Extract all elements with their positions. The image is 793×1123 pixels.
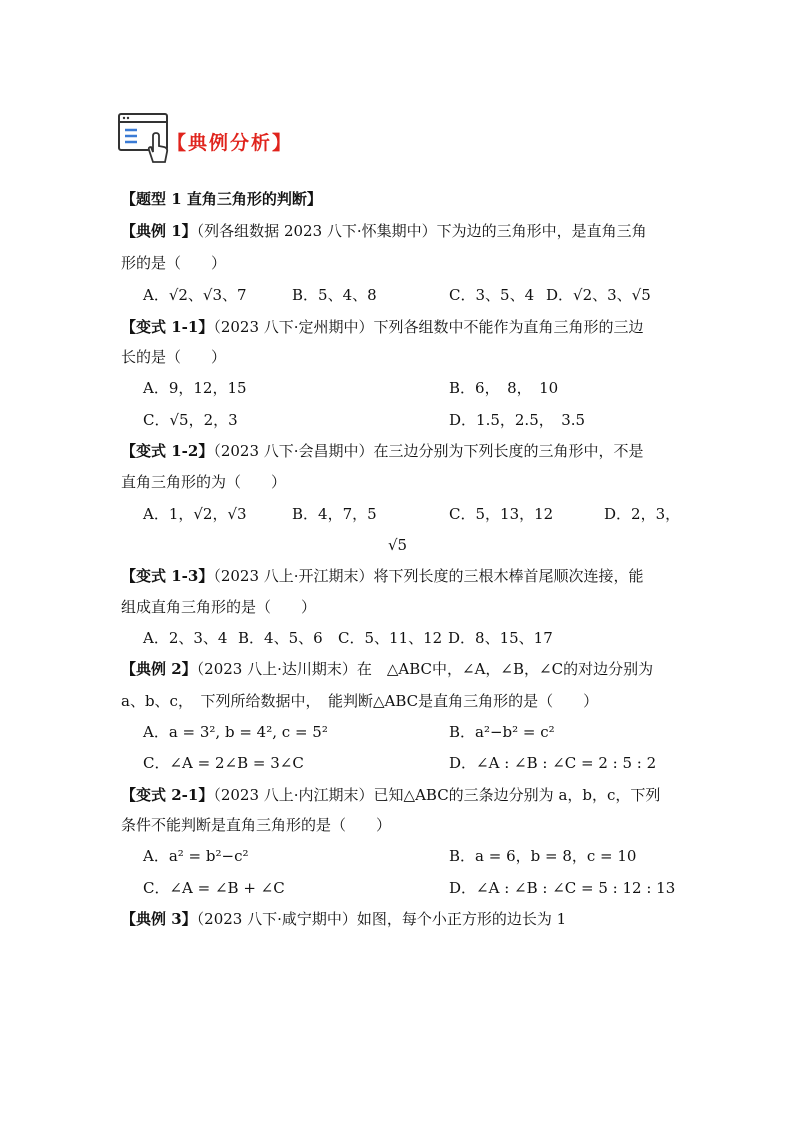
question-line (121, 565, 644, 587)
question-text: （2023 八上·内江期末）已知△ABC的三条边分别为 a，b，c，下列 (213, 786, 661, 804)
question-text: （列各组数据 2023 八下·怀集期中）下为边的三角形中，是直角三角 (196, 222, 647, 240)
question-tag: 【变式 2-1】 (121, 786, 214, 804)
question-line (121, 220, 647, 242)
question-line (121, 908, 566, 930)
option-a: A．a = 3², b = 4², c = 5² (143, 723, 328, 741)
option-c: C．3、5、4 (449, 286, 535, 304)
question-tag: 【变式 1-3】 (121, 567, 214, 585)
question-tag: 【变式 1-2】 (121, 442, 214, 460)
option-a: A．a² = b²−c² (143, 847, 249, 865)
option-d: D．1.5，2.5， 3.5 (449, 411, 586, 429)
question-line (121, 658, 653, 680)
option-b: B．4、5、6 (238, 629, 323, 647)
option-a: A．2、3、4 (143, 629, 228, 647)
option-b: B．a = 6，b = 8，c = 10 (449, 847, 637, 865)
question-text: （2023 八下·定州期中）下列各组数中不能作为直角三角形的三边 (213, 318, 644, 336)
option-b: B．5、4、8 (292, 286, 377, 304)
option-c: C．√5，2，3 (143, 411, 238, 429)
topic-title: 【题型 1 直角三角形的判断】 (121, 190, 322, 208)
option-c: C．5，13，12 (449, 505, 554, 523)
section-header-title: 【典例分析】 (167, 131, 294, 154)
question-tag: 【典例 1】 (121, 222, 197, 240)
option-a: A．√2、√3、7 (143, 286, 247, 304)
question-tag: 【典例 2】 (121, 660, 197, 678)
option-a: A．1，√2，√3 (143, 505, 247, 523)
section-header (117, 108, 293, 166)
option-c: C．∠A = ∠B + ∠C (143, 879, 285, 897)
pointer-screen-icon (117, 110, 171, 164)
option-c: C．∠A = 2∠B = 3∠C (143, 754, 304, 772)
option-d: D．∠A : ∠B : ∠C = 2 : 5 : 2 (449, 754, 657, 772)
question-line: a、b、c， 下列所给数据中， 能判断△ABC是直角三角形的是（ ） (121, 692, 599, 710)
option-b: B．4，7，5 (292, 505, 377, 523)
question-line (121, 784, 660, 806)
option-a: A．9，12，15 (143, 379, 247, 397)
question-line (121, 316, 644, 338)
question-line: 直角三角形的为（ ） (121, 473, 287, 491)
question-line (121, 440, 644, 462)
question-tag: 【典例 3】 (121, 910, 197, 928)
question-line: 条件不能判断是直角三角形的是（ ） (121, 816, 392, 834)
option-b: B．6， 8， 10 (449, 379, 559, 397)
question-text: （2023 八下·会昌期中）在三边分别为下列长度的三角形中，不是 (213, 442, 644, 460)
option-d: D．8、15、17 (448, 629, 553, 647)
option-d: D．∠A : ∠B : ∠C = 5 : 12 : 13 (449, 879, 676, 897)
question-text: （2023 八上·达川期末）在 △ABC中，∠A，∠B，∠C的对边分别为 (196, 660, 654, 678)
question-tag: 【变式 1-1】 (121, 318, 214, 336)
option-c: C．5、11、12 (338, 629, 443, 647)
question-line: 形的是（ ） (121, 254, 227, 272)
option-d: D．2，3， (604, 505, 681, 523)
option-d-continued: √5 (388, 536, 408, 554)
question-text: （2023 八上·开江期末）将下列长度的三根木棒首尾顺次连接，能 (213, 567, 644, 585)
option-b: B．a²−b² = c² (449, 723, 555, 741)
question-line: 长的是（ ） (121, 348, 227, 366)
option-d: D．√2、3、√5 (546, 286, 651, 304)
question-line: 组成直角三角形的是（ ） (121, 598, 317, 616)
question-text: （2023 八下·咸宁期中）如图，每个小正方形的边长为 1 (196, 910, 567, 928)
